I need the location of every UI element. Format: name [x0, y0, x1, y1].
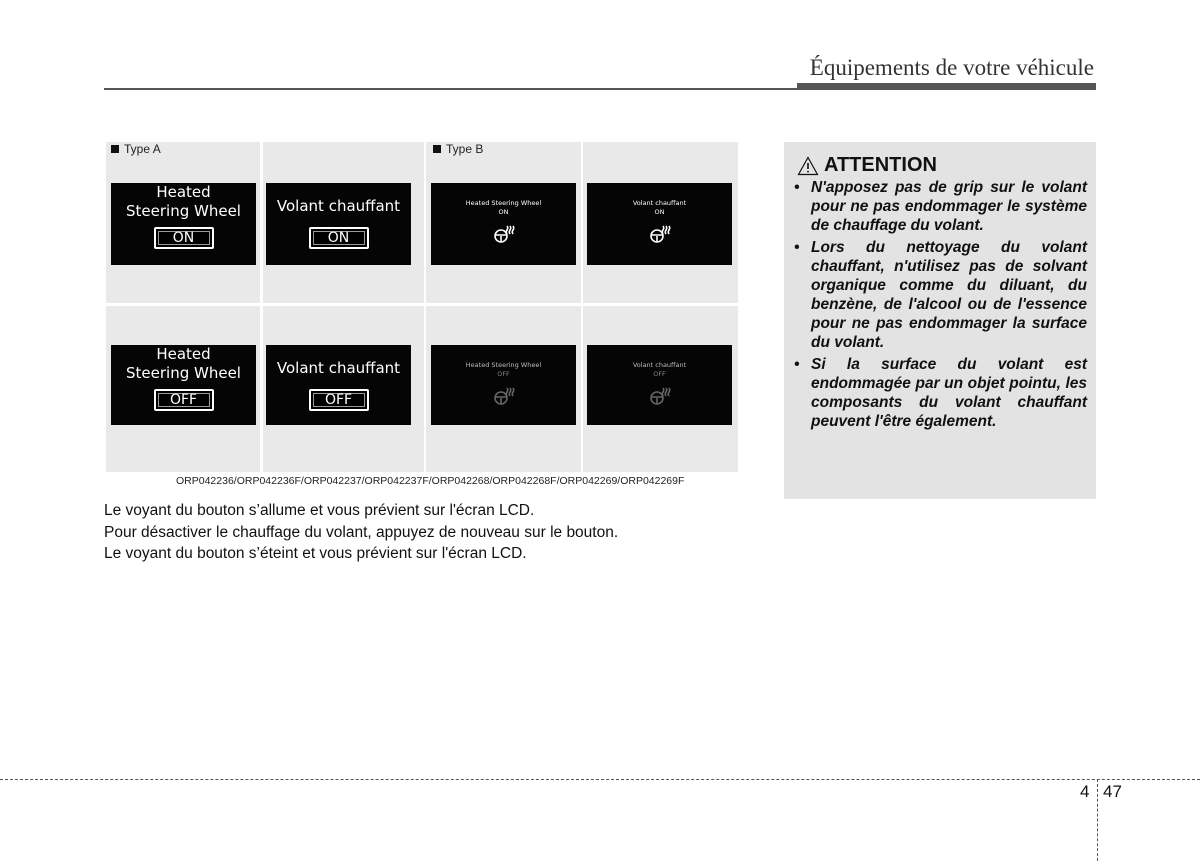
footer-divider: [1097, 779, 1098, 861]
lcd-type-a-en-on: [111, 183, 256, 265]
lcd-line: Heated: [156, 345, 211, 363]
lcd-line: Steering Wheel: [126, 202, 241, 220]
body-line: Le voyant du bouton s’allume et vous prévient sur l'écran LCD.: [104, 502, 535, 519]
header-rule: [104, 88, 798, 90]
bullet-icon: •: [794, 356, 800, 373]
lcd-status-off: OFF: [653, 370, 666, 378]
bullet-icon: •: [794, 239, 800, 256]
type-b-label-text: Type B: [446, 142, 484, 156]
type-b-label: [433, 142, 483, 156]
body-line: Pour désactiver le chauffage du volant, appuyez de nouveau sur le bouton.: [104, 523, 619, 541]
heated-steering-wheel-icon: [649, 385, 671, 407]
lcd-type-b-fr-off: [587, 345, 732, 425]
warning-triangle-icon: [797, 156, 819, 176]
body-line: Le voyant du bouton s’éteint et vous prévient sur l'écran LCD.: [104, 545, 527, 562]
lcd-status-on: ON: [654, 208, 665, 216]
page-header-title: Équipements de votre véhicule: [809, 55, 1094, 80]
type-a-label: [111, 142, 161, 156]
square-bullet-icon: [111, 145, 119, 153]
heated-steering-wheel-icon: [493, 385, 515, 407]
attention-item: [792, 178, 1087, 235]
attention-title: ATTENTION: [824, 154, 937, 176]
lcd-type-b-fr-on: [587, 183, 732, 265]
lcd-line: Volant chauffant: [276, 359, 401, 377]
attention-heading: [797, 154, 937, 177]
lcd-status-off: OFF: [497, 370, 510, 378]
lcd-line: Volant chauffant: [632, 199, 687, 207]
lcd-figure: [106, 142, 738, 472]
bullet-icon: •: [794, 179, 800, 196]
square-bullet-icon: [433, 145, 441, 153]
figure-caption: ORP042236/ORP042236F/ORP042237/ORP042237F/ORP042268/ORP042268F/ORP042269/ORP042269F: [176, 475, 685, 487]
lcd-status-on: ON: [498, 208, 509, 216]
page-chapter: 4: [1080, 782, 1090, 801]
page-number: 47: [1103, 782, 1122, 801]
lcd-type-a-fr-off: [266, 345, 411, 425]
lcd-line: Heated Steering Wheel: [465, 199, 542, 207]
attention-item-text: Si la surface du volant est endommagée par un objet pointu, les composants du volant chauffant peuvent l'être également.: [811, 356, 1087, 430]
lcd-type-b-en-off: [431, 345, 576, 425]
lcd-status-on: ON: [309, 227, 369, 249]
attention-item-text: N'apposez pas de grip sur le volant pour ne pas endommager le système de chauffage du volant.: [811, 179, 1087, 234]
attention-box: [784, 142, 1096, 499]
lcd-line: Heated Steering Wheel: [465, 361, 542, 369]
lcd-type-a-fr-on: [266, 183, 411, 265]
lcd-line: Heated: [156, 183, 211, 201]
attention-item-text: Lors du nettoyage du volant chauffant, n'utilisez pas de solvant organique comme du diluant, du benzène, de l'alcool ou de l'essence pour ne pas endommager la surface du volant.: [811, 239, 1087, 351]
body-text: [104, 500, 618, 565]
footer-rule: [0, 779, 1200, 780]
heated-steering-wheel-icon: [649, 223, 671, 245]
header-rule-accent: [797, 83, 1096, 90]
lcd-status-off: OFF: [154, 389, 214, 411]
attention-list: [792, 178, 1087, 434]
lcd-type-a-en-off: [111, 345, 256, 425]
heated-steering-wheel-icon: [493, 223, 515, 245]
lcd-line: Volant chauffant: [632, 361, 687, 369]
lcd-type-b-en-on: [431, 183, 576, 265]
lcd-status-on: ON: [154, 227, 214, 249]
attention-item: [792, 238, 1087, 352]
lcd-line: Volant chauffant: [276, 197, 401, 215]
lcd-status-off: OFF: [309, 389, 369, 411]
attention-item: [792, 355, 1087, 431]
type-a-label-text: Type A: [124, 142, 161, 156]
lcd-line: Steering Wheel: [126, 364, 241, 382]
